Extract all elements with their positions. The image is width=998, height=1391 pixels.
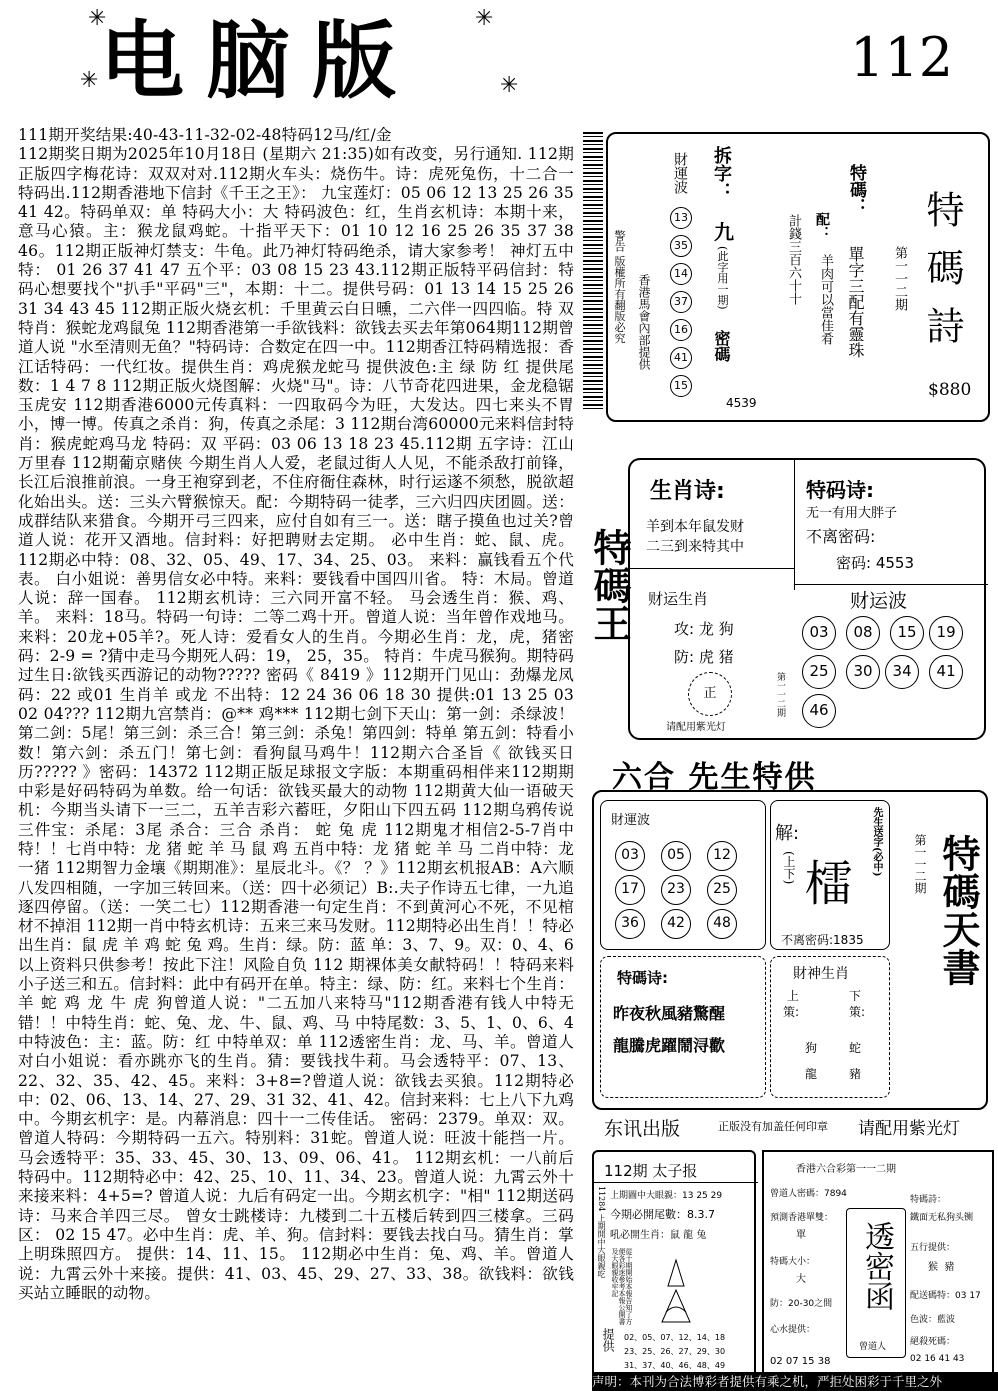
tema-wang-title: 特碼王 — [587, 528, 632, 642]
wave-number: 03 — [802, 616, 836, 650]
taizi-numbers: 31、37、40、46、48、49 — [624, 1361, 726, 1370]
caiyun-title: 财运生肖 — [648, 590, 709, 608]
toumi-left-line: 心水提供： — [770, 1325, 816, 1335]
toumi-right-value: 02 16 41 43 — [910, 1354, 965, 1364]
wave-number: 17 — [615, 875, 645, 905]
article-paragraph: 111期开奖结果:40-43-11-32-02-48特码12马/红/金 — [18, 126, 392, 144]
tema-poem-title: 特码诗: — [806, 478, 874, 502]
toumi-left-value: 大 — [796, 1274, 806, 1285]
wave-number: 08 — [846, 616, 880, 650]
wave-number: 14 — [670, 263, 692, 285]
issue-number: 112 — [850, 26, 954, 89]
poem-panel — [600, 956, 766, 1098]
lantern-figure-icon — [656, 1256, 696, 1326]
secret-code: 4539 — [726, 396, 757, 410]
taizi-line: 吼必開生肖：鼠 龍 兔 — [610, 1230, 707, 1241]
stamp-notice: 正版没有加盖任何印章 — [718, 1120, 828, 1133]
down-zodiac: 蛇 — [849, 1041, 862, 1055]
wave-grid — [615, 841, 765, 939]
wave-number: 25 — [802, 655, 836, 689]
caiyun-wave-grid — [802, 616, 984, 728]
price-label: $880 — [928, 380, 972, 400]
wave-number: 37 — [670, 291, 692, 313]
pei-text: 羊肉可以當佳肴 — [818, 254, 833, 345]
caishen-title: 財神生肖 — [793, 966, 849, 982]
attack-label: 攻: 龙 狗 — [674, 620, 734, 638]
caishen-panel — [770, 956, 890, 1098]
jie-label: 解: — [775, 823, 800, 844]
tema-poem-box — [606, 132, 990, 422]
toumi-left-value: 單 — [796, 1230, 806, 1241]
tema-tianshu-box — [592, 790, 988, 1110]
masthead-title: 电脑版 — [100, 11, 419, 110]
wave-number: 41 — [929, 655, 963, 689]
toumi-right-value: 猴 豬 — [928, 1262, 955, 1273]
period-label: 第一一二期 — [913, 834, 927, 894]
disclaimer-bar: 声明：本刊为合法博彩者提供有乘之机，严拒处困彩于千里之外 — [592, 1372, 998, 1391]
poem-line: 昨夜秋風豬驚醒 — [613, 1004, 726, 1023]
tema-wang-box — [628, 458, 986, 740]
tema-label: 特碼： — [846, 164, 866, 215]
toumi-right-line: 絕殺死碼： — [910, 1337, 956, 1347]
period-label: 第一一二期 — [892, 246, 907, 311]
taizi-vertical-note: 從十期開始本報告知了方便各彩迷參考本報公開書及大眼親收牢記 — [611, 1248, 633, 1325]
chaizi-note: (此字用一期) — [716, 246, 729, 310]
toumi-box — [762, 1150, 994, 1378]
taizi-numbers: 02、05、07、12、14、18 — [624, 1333, 726, 1342]
provide-label: 提供 — [601, 1328, 615, 1352]
wave-label: 財運波 — [611, 813, 651, 828]
taizi-box — [592, 1150, 756, 1378]
toumi-left-line: 防：20-30之間 — [770, 1299, 833, 1309]
article-body — [18, 126, 574, 1388]
chaizi-label: 拆字： — [711, 146, 732, 200]
caiyun-wave-title: 财运波 — [850, 590, 908, 612]
wave-panel — [600, 800, 766, 950]
toumi-center-frame — [846, 1208, 906, 1358]
down-ce-label: 策: — [849, 1005, 866, 1019]
calc-line: 計錢三百六十十 — [786, 214, 801, 305]
taizi-numbers: 23、25、26、27、29、30 — [624, 1347, 726, 1356]
star-icon: ✳ — [475, 6, 494, 31]
toumi-right-value: 鐵面无私狗头铡 — [910, 1213, 974, 1223]
up-label: 上 — [787, 989, 800, 1003]
up-zodiac: 狗 — [805, 1041, 818, 1055]
toumi-left-line: 特碼大小： — [770, 1257, 816, 1267]
wave-number: 42 — [661, 909, 691, 939]
star-icon: ✳ — [88, 6, 107, 31]
toumi-head: 香港六合彩第一一二期 — [796, 1164, 896, 1175]
buli-label: 不离密码: — [806, 527, 876, 546]
toumi-right-line: 配送碼特：03 17 — [910, 1291, 981, 1301]
shengxiao-poem-line: 羊到本年鼠发财 — [646, 519, 744, 535]
wave-list — [670, 206, 692, 397]
hint-label: 请配用紫光灯 — [666, 722, 726, 733]
stamp-icon: 正 — [688, 672, 732, 716]
wave-number: 23 — [661, 875, 691, 905]
wave-number: 05 — [661, 841, 691, 871]
wave-label: 財運波 — [672, 152, 688, 194]
hint-char: 檑 — [805, 856, 854, 912]
star-icon: ✳ — [80, 68, 99, 93]
taizi-line: 今期必開尾數：8.3.7 — [610, 1208, 715, 1221]
up-zodiac: 龍 — [805, 1067, 818, 1081]
secret-label: 密碼 — [712, 330, 731, 362]
buli-password: 不离密码:1835 — [781, 933, 864, 947]
taizi-side-note: 11284 上期開中大眼親吃 — [597, 1186, 606, 1278]
chaizi-value: 九 — [714, 220, 734, 244]
copyright-notice: 警告 版權所有翻版必究 — [613, 230, 626, 344]
toumi-title: 透密函 — [859, 1221, 894, 1311]
wave-number: 48 — [707, 909, 737, 939]
wave-number: 35 — [670, 235, 692, 257]
hint-note: 先生送字(必中) — [871, 807, 882, 877]
barcode — [583, 132, 603, 412]
section-title: 特碼天書 — [936, 834, 981, 986]
password-label: 密码: 4553 — [836, 554, 914, 572]
wave-number: 46 — [802, 694, 836, 728]
wave-number: 19 — [929, 616, 963, 650]
divider — [630, 568, 794, 569]
wave-number: 12 — [707, 841, 737, 871]
taizi-title: 112期 太子报 — [604, 1162, 698, 1180]
shengxiao-poem-title: 生肖诗: — [650, 479, 725, 504]
wave-number: 34 — [885, 655, 919, 689]
wave-number: 36 — [615, 909, 645, 939]
tema-text: 單字三配有靈珠 — [846, 246, 865, 358]
poem-label: 特碼诗: — [617, 969, 668, 987]
section-title: 特碼詩 — [920, 190, 964, 364]
star-icon: ✳ — [500, 73, 519, 98]
divider — [794, 584, 988, 585]
defend-label: 防: 虎 猪 — [674, 648, 734, 666]
uv-hint: 请配用紫光灯 — [858, 1119, 960, 1139]
period-label: 第一一二期 — [775, 672, 785, 717]
updown-label: (上下) — [782, 851, 796, 885]
section-header: 六合 先生特供 — [612, 760, 817, 795]
wave-number: 16 — [670, 319, 692, 341]
article-paragraph: 112期奖日期为2025年10月18日 (星期六 21:35)如有改变，另行通知. 112期正版四字梅花诗：双双对对.112期火车头：烧伤牛。诗：虎死兔伤，十二合一特码出.112期香港地下信封《千王之王》： 九宝莲灯：05 06 12 13 25 26 35 41 42。特码单双：单 特码大小：大 特码波色：红，生肖玄机诗：本期十来，意马心猿。主：猴龙鼠鸡蛇。十指平天下：01 10 12 16 25 26 35 37 38 46。112期正版神灯禁支：牛龟。此乃神灯特码绝杀，请大家参考！ 神灯五中特： 01 26 37 41 47 五个平：03 08 15 23 43.112期正版特平码信封：特码心想要找个"扒手"平码"三"，本期：十二。提供号码：01 13 14 15 25 26 31 34 43 45 112期正版火烧玄机：千里黄云白日曛，二六伴一四四临。特 双 特肖：猴蛇龙鸡鼠兔 112期香港第一手欲钱料：欲钱去买去年第064期112期曾道人说 "水至清则无鱼？"特码诗：合数定在四一中。112期香江特码精选报：香江话特码：一代红妆。提供生肖：鸡虎猴龙蛇马 提供波色:主 绿 防 红 提供尾数：1 4 7 8 112期正版火烧图解：火烧"马"。诗：八节奇花四进果，金龙稳锯玉虎安 112期香港6000元传真料：一四取码今为旺，大发达。四七来头不胃小，博一博。传真之杀肖：狗，传真之杀尾：3 112期台湾60000元来料信封特肖：猴虎蛇鸡马龙 特码：双 平码：03 06 13 18 23 45.112期 五字诗：江山万里春 112期葡京赌侠 今期生肖人人爱，老鼠过街人人见，不能杀敌打前锋，长江后浪推前浪。一身王袍穿到老，不住府衙住森林，时行运遂不须愁，脱欲超化始出头。送：三头六臂猴惊天。配：今期特码一徒孝，三六归四庆团圆。送：成群结队来猎食。今期开弓三四来，应付自如有三一。送：瞎子摸鱼也过关?曾道人说：花开又酒地。信封料：好把聘财去定期。 必中生肖：蛇、鼠、虎。 112期必中特：08、32、05、49、17、34、25、03。 来料：赢钱看五个代表。 白小姐说：善男信女必中特。来料：要钱看中国四川省。 特：木局。曾道人说：辞一国春。 112期玄机诗：三六同开富不轻。 马会透生肖：猴、鸡、羊。 来料：18马。特码一句诗：二等二鸡十开。曾道人说：当年曾作戏地马。 来料：20龙+05羊?。死人诗：爱看女人的生肖。今期必生肖：龙，虎，猪密码：2-9 = ?猜中走马今期死人码：19， 25，35。 特肖：牛虎马猴狗。期特码过生日:欲钱买西游记的动物????? 密码《 8419 》112期开门见山：劲爆龙凤码：22 或01 生肖羊 或龙 不出特：12 24 36 06 18 30 提供:01 13 25 03 02 04??? 112期九宫禁肖：@** 鸡*** 112期七剑下天山：第一剑：杀绿波！第二剑：5尾！第三剑：杀三合！第三剑：杀兔！第四剑：特单 第五剑：特看小数！第六剑：杀五门！第七剑：看狗鼠马鸡牛！112期六合圣旨《 欲钱买日历????? 》密码：14372 112期正版足球报文字版：本期重码相伴来112期期中彩是好码特码为单数。给一句话：欲钱买最大的动物 112期黄大仙一语破天机：今期当头请下一三二，五羊吉彩六蓄旺，夕阳山下四五码 112期乌鸦传说三件宝：杀尾：3尾 杀合：三合 杀肖： 蛇 兔 虎 112期鬼才相信2-5-7肖中特！！七肖中特：龙 猪 蛇 羊 马 鼠 鸡 五肖中特：龙 猪 蛇 羊 马 二肖中特：龙一猪 112期智力金壤《期期准》：星辰北斗。《？ ？》112期玄机报AB：A六顺八发四相随，一字加三转回来。（送：四十必须记）B:.夫子作诗五七律，一九追逐四停留。（送：一笑二七）112期香港一句定生肖：不到黄河心不死，不见棺材不掉泪 112期一肖中特玄机诗：五来三来马发财。112期特必出生肖！！特必出生肖：鼠 虎 羊 鸡 蛇 兔 鸡。生肖：绿。防：蓝 单：3、7、9。双：0、4、6 以上资料只供参考！按此下注！风险自负 112 期裸体美女献特码！！特码来料 小子送三和五。信封料：此中有码开在单。特主：绿、防：红。来料七个生肖：羊 蛇 鸡 龙 牛 虎 狗曾道人说："二五加八来特马"112期香港有钱人中特无错！！中特生肖：蛇、兔、龙、牛、鼠、鸡、马 中特尾数：3、5、1、0、6、4 中特波色：主：蓝。防：红 中特单双：单 112透密生肖：龙、马、羊。曾道人对白小姐说：看亦跳亦飞的生肖。猜：要钱找牛莉。马会透特平：07、13、22、32、35、42、45。来料：3+8=?曾道人说：欲钱去买狼。112期特必中：02、06、13、14、27、29、31 32、41、42。信封来料：七上八下九鸡中。今期玄机字：是。内幕消息：四十一二传佳话。 密码：2379。单双：双。曾道人特码：今期特码一五六。特别料：31蛇。曾道人说：旺波十能挡一片。马会透特平：35、33、45、30、13、09、06、41。 112期玄机：一八前后特码中。112期特必中：42、25、10、11、34、23。曾道人说：九霄云外十来接来料：4+5=? 曾道人说：九后有码定一出。今期玄机字："相" 112期送码诗：马来合羊四三尽。 曾女士跳楼诗：九楼到二十五楼后转到四三楼拿。三码区： 02 15 47。必中生肖：虎、羊、狗。信封料：要钱去找白马。猜生肖：掌上明珠照四方。 提供：14、11、15。 112期必中生肖：兔、鸡、羊。曾道人说：九霄云外十来接。提供：41、03、45、29、27、33、38。欲钱料：欲钱买站立睡眠的动物。 — [18, 145, 574, 1302]
down-label: 下 — [849, 989, 862, 1003]
toumi-left-value: 02 07 15 38 — [770, 1356, 831, 1367]
toumi-sub: 曾道人 — [859, 1342, 887, 1352]
masthead — [80, 0, 520, 120]
down-zodiac: 豬 — [849, 1067, 862, 1081]
wave-number: 30 — [846, 655, 880, 689]
divider — [594, 1182, 758, 1183]
wave-number: 25 — [707, 875, 737, 905]
provider-label: 香港馬會內部提供 — [637, 274, 651, 370]
jie-panel — [770, 800, 890, 950]
wave-number: 41 — [670, 347, 692, 369]
tema-poem-line: 无一有用大胖子 — [806, 506, 898, 521]
toumi-left-line: 預測香港單雙： — [770, 1213, 834, 1223]
taizi-line: 上期圖中大眼親：13 25 29 — [610, 1191, 723, 1201]
shengxiao-poem-line: 二三到来特其中 — [646, 539, 744, 555]
wave-number: 03 — [615, 841, 645, 871]
toumi-right-line: 色波：藍波 — [910, 1315, 956, 1325]
wave-number: 13 — [670, 207, 692, 229]
wave-number: 15 — [890, 616, 924, 650]
toumi-right-line: 特碼詩： — [910, 1195, 947, 1205]
publisher-label: 东讯出版 — [604, 1118, 681, 1140]
wave-number: 15 — [670, 375, 692, 397]
up-ce-label: 策: — [783, 1005, 800, 1019]
toumi-left-line: 曾道人密碼：7894 — [770, 1189, 847, 1199]
divider — [794, 460, 795, 590]
toumi-right-line: 五行提供： — [910, 1243, 956, 1253]
poem-line: 龍騰虎躍鬧浔歡 — [613, 1036, 726, 1055]
pei-label: 配： — [814, 212, 830, 240]
